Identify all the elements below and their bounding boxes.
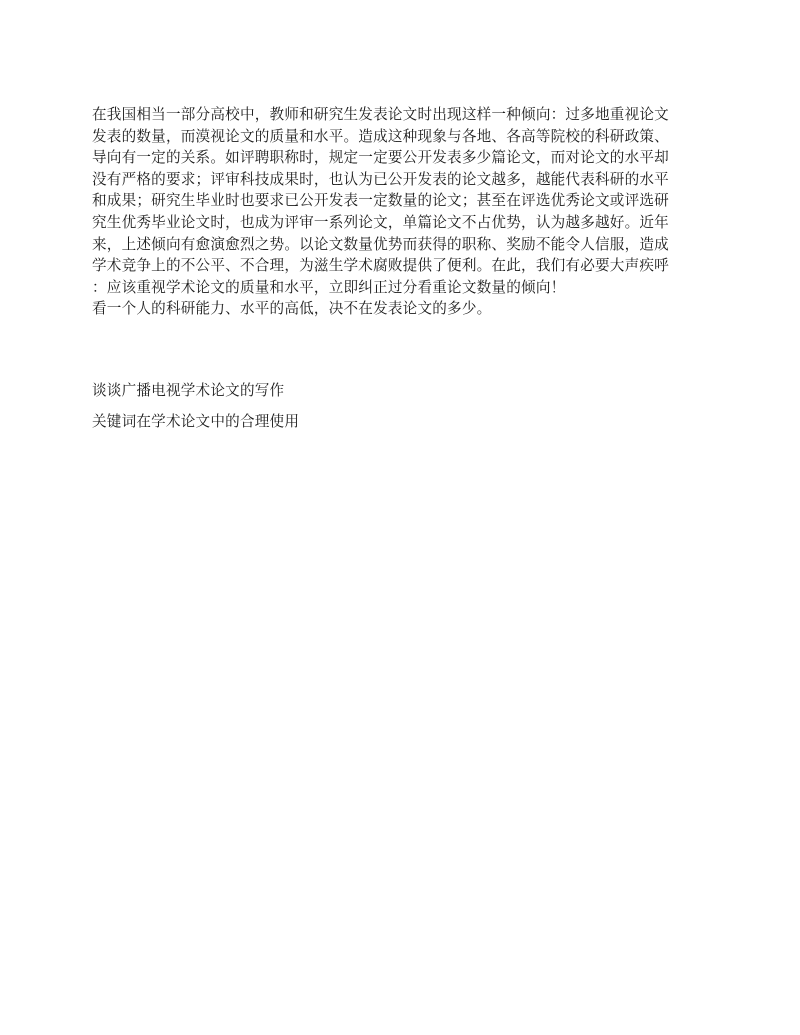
article-line: 在我国相当一部分高校中，教师和研究生发表论文时出现这样一种倾向：过多地重视论文 — [92, 106, 669, 123]
article-line: 看一个人的科研能力、水平的高低，决不在发表论文的多少。 — [92, 300, 492, 318]
article-line: 没有严格的要求；评审科技成果时，也认为已公开发表的论文越多，越能代表科研的水平 — [92, 170, 669, 188]
article-line: 究生优秀毕业论文时，也成为评审一系列论文，单篇论文不占优势，认为越多越好。近年 — [92, 213, 669, 231]
article-line: 学术竞争上的不公平、不合理，为滋生学术腐败提供了便利。在此，我们有必要大声疾呼 — [92, 257, 669, 275]
article-line: 发表的数量，而漠视论文的质量和水平。造成这种现象与各地、各高等院校的科研政策、 — [92, 127, 669, 145]
article-line: ：应该重视学术论文的质量和水平，立即纠正过分看重论文数量的倾向！ — [92, 278, 566, 296]
article-body — [92, 104, 712, 320]
related-article-link[interactable]: 谈谈广播电视学术论文的写作 — [92, 382, 285, 399]
article-line: 和成果；研究生毕业时也要求已公开发表一定数量的论文；甚至在评选优秀论文或评选研 — [92, 192, 669, 210]
related-article-link[interactable]: 关键词在学术论文中的合理使用 — [92, 413, 300, 430]
article-line: 导向有一定的关系。如评聘职称时，规定一定要公开发表多少篇论文，而对论文的水平却 — [92, 149, 669, 167]
article-line: 来，上述倾向有愈演愈烈之势。以论文数量优势而获得的职称、奖励不能令人信服，造成 — [92, 235, 669, 253]
